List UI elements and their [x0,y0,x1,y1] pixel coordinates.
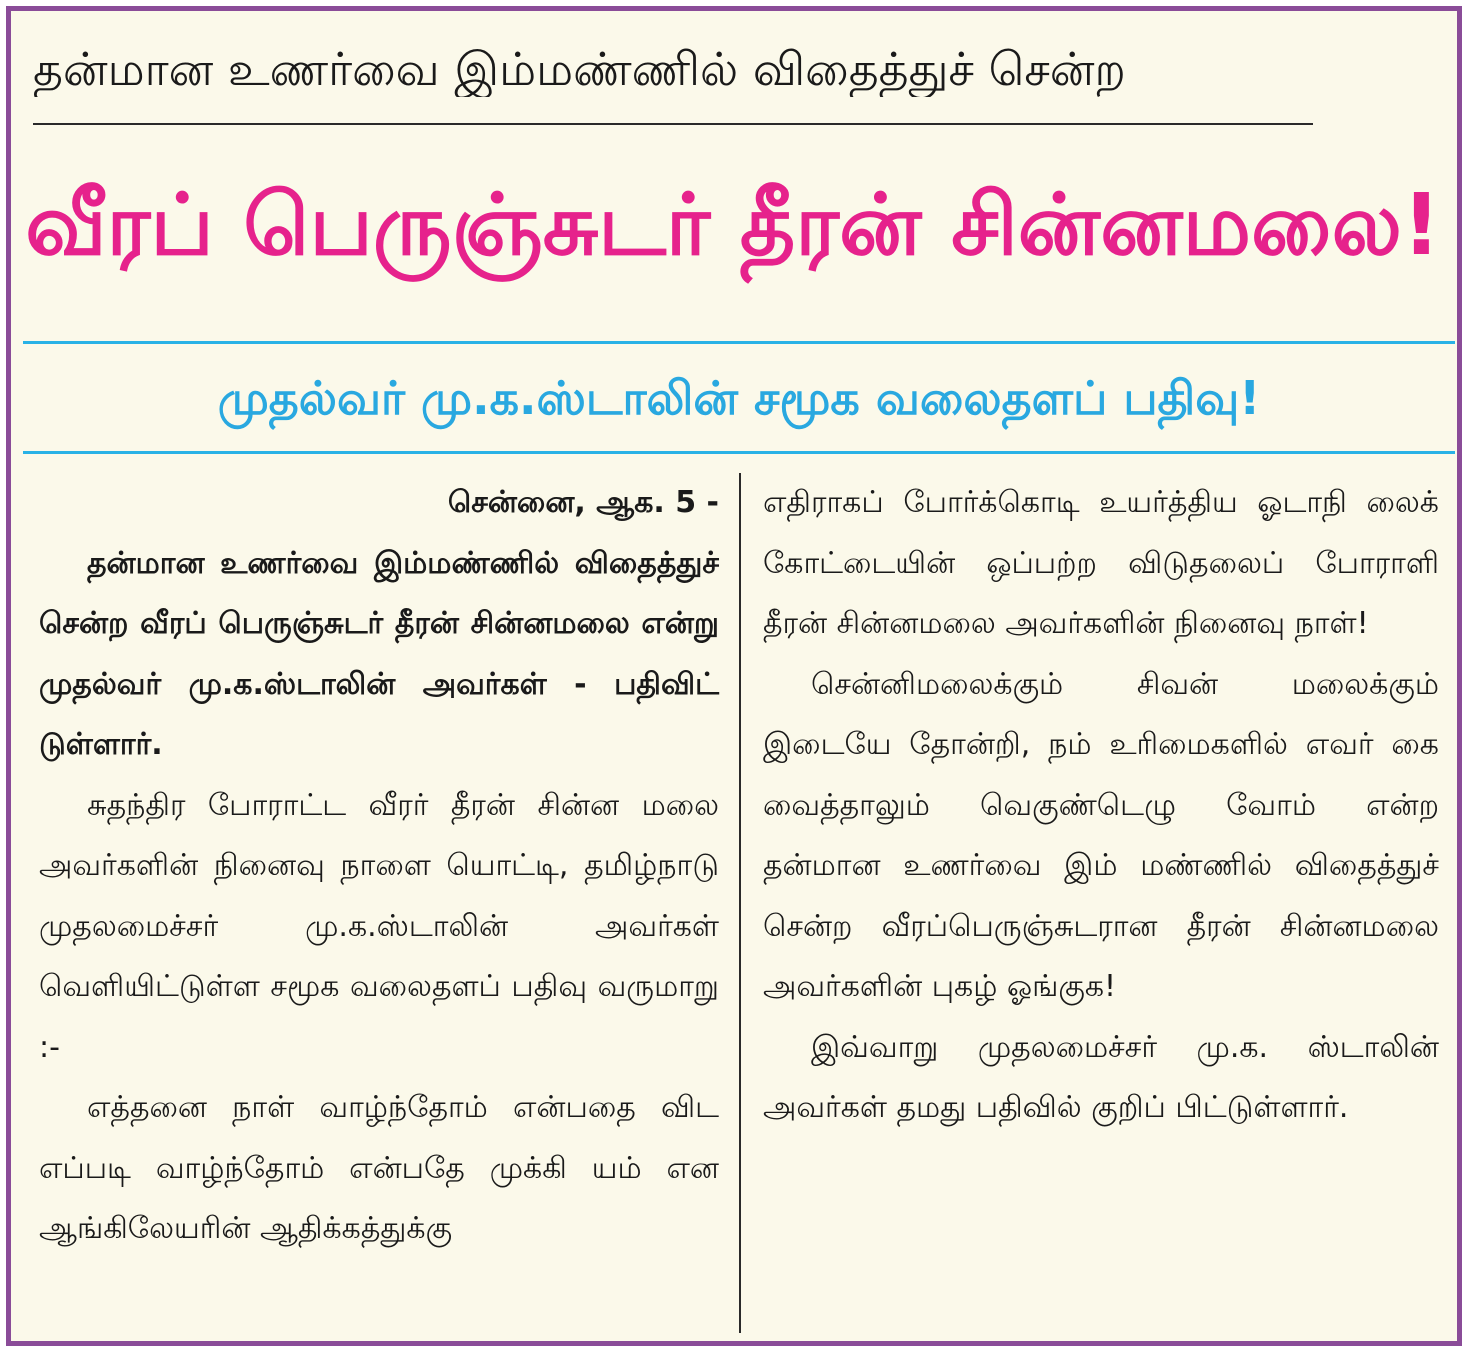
dateline: சென்னை, ஆக. 5 - [447,485,719,520]
kicker-line: தன்மான உணர்வை இம்மண்ணில் விதைத்துச் சென்ற [33,42,1126,96]
lead-paragraph: தன்மான உணர்வை இம்மண்ணில் விதைத்துச் சென்ற வீரப் பெருஞ்சுடர் தீரன் சின்னமலை என்று முதல்வர் மு.க.ஸ்டாலின் அவர்கள் - பதிவிட் டுள்ளார். [39,545,719,762]
body-paragraph: இவ்வாறு முதலமைச்சர் மு.க. ஸ்டாலின் அவர்கள் தமது பதிவில் குறிப் பிட்டுள்ளார். [763,1029,1439,1125]
headline: வீரப் பெருஞ்சுடர் தீரன் சின்னமலை! [25,176,1441,275]
body-paragraph: எதிராகப் போர்க்கொடி உயர்த்திய ஓடாநி லைக் கோட்டையின் ஒப்பற்ற விடுதலைப் போராளி தீரன் சின்னமலை அவர்களின் நினைவு நாள்! [763,485,1439,641]
subhead-bottom-rule [23,451,1455,454]
kicker-underline [33,123,1313,125]
subheadline: முதல்வர் மு.க.ஸ்டாலின் சமூக வலைதளப் பதிவு! [217,371,1261,425]
article-left-column [39,473,719,1260]
subhead-top-rule [23,341,1455,344]
body-paragraph: சுதந்திர போராட்ட வீரர் தீரன் சின்ன மலை அவர்களின் நினைவு நாளை யொட்டி, தமிழ்நாடு முதலமைச்சர் மு.க.ஸ்டாலின் அவர்கள் வெளியிட்டுள்ள சமூக வலைதளப் பதிவு வருமாறு :- [39,787,719,1065]
body-paragraph: சென்னிமலைக்கும் சிவன் மலைக்கும் இடையே தோன்றி, நம் உரிமைகளில் எவர் கை வைத்தாலும் வெகுண்டெழு வோம் என்ற தன்மான உணர்வை இம் மண்ணில் விதைத்துச் சென்ற வீரப்பெருஞ்சுடரான தீரன் சின்னமலை அவர்களின் புகழ் ஓங்குக! [763,666,1440,1004]
news-clipping [6,6,1462,1346]
body-paragraph: எத்தனை நாள் வாழ்ந்தோம் என்பதை விட எப்படி வாழ்ந்தோம் என்பதே முக்கி யம் என ஆங்கிலேயரின் ஆதிக்கத்துக்கு [39,1090,719,1246]
article-right-column [763,473,1439,1139]
column-divider [739,473,741,1333]
